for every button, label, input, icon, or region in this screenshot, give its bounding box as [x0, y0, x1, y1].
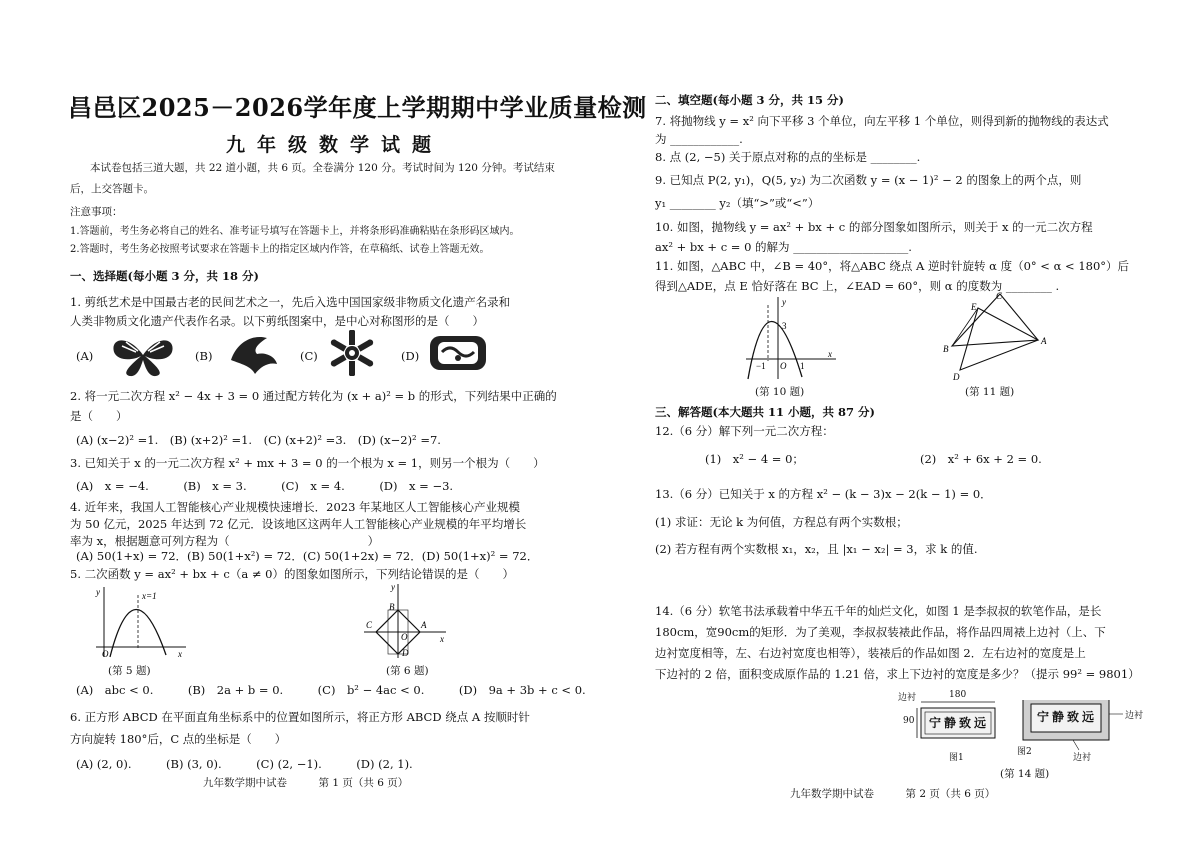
q14-line-3: 边衬宽度相等，左、右边衬宽度也相等），装裱后的作品如图 2．左右边衬的宽度是上 [655, 646, 1086, 660]
figure-14 [903, 690, 1153, 770]
q3-line-1: 3. 已知关于 x 的一元二次方程 x² + mx + 3 = 0 的一个根为 x = 1，则另一个根为（ ） [70, 456, 545, 470]
q1-option-b-label: (B) [195, 349, 213, 363]
q11-line-2: 得到△ADE，点 E 恰好落在 BC 上，∠EAD = 60°，则 α 的度数为 ________ . [655, 279, 1060, 293]
figure-5-caption: (第 5 题) [108, 665, 151, 677]
q13-line-1: 13.（6 分）已知关于 x 的方程 x² − (k − 3)x − 2(k − 1) = 0． [655, 487, 992, 501]
svg-text:1: 1 [800, 361, 805, 371]
q5-line-1: 5. 二次函数 y = ax² + bx + c（a ≠ 0）的图象如图所示，下列结论错误的是（ ） [70, 567, 514, 581]
q9-line-1: 9. 已知点 P(2, y₁)，Q(5, y₂) 为二次函数 y = (x − 1)² − 2 的图象上的两个点，则 [655, 173, 1082, 187]
notice-title: 注意事项： [70, 206, 123, 218]
papercut-pattern-image [428, 332, 488, 374]
svg-text:B: B [943, 344, 949, 354]
q1-line-2: 人类非物质文化遗产代表作名录。以下剪纸图案中，是中心对称图形的是（ ） [70, 314, 484, 328]
figure-6-square [358, 580, 448, 660]
fig14-border-label-right: 边衬 [1125, 711, 1144, 721]
q2-line-1: 2. 将一元二次方程 x² − 4x + 3 = 0 通过配方转化为 (x + a)² = b 的形式，下列结果中正确的 [70, 389, 557, 403]
exam-title: 昌邑区2025－2026学年度上学期期中学业质量检测 [68, 93, 647, 122]
figure-5-parabola [88, 585, 188, 660]
notice-1: 1.答题前，考生务必将自己的姓名、准考证号填写在答题卡上，并将条形码准确粘贴在条形码区域内。 [70, 226, 520, 237]
svg-text:x: x [440, 634, 444, 644]
q1-option-c-label: (C) [300, 349, 318, 363]
svg-text:D: D [953, 372, 960, 382]
svg-text:O: O [102, 649, 109, 659]
svg-text:y: y [96, 587, 100, 597]
fig14-width: 90 [903, 716, 915, 726]
svg-text:x: x [828, 349, 832, 359]
q5-options: (A) abc < 0. (B) 2a + b = 0. (C) b² − 4ac < 0. (D) 9a + 3b + c < 0. [76, 683, 586, 697]
fig14-label-1: 图1 [949, 753, 964, 763]
svg-text:y: y [782, 297, 786, 307]
q1-option-d-label: (D) [401, 349, 420, 363]
q14-line-1: 14.（6 分）软笔书法承载着中华五千年的灿烂文化，如图 1 是李叔叔的软笔作品，是长 [655, 604, 1102, 618]
section-2-heading: 二、填空题(每小题 3 分，共 15 分) [655, 93, 844, 107]
svg-text:D: D [402, 648, 409, 658]
svg-text:O: O [401, 632, 408, 642]
page-2-footer: 九年数学期中试卷 第 2 页（共 6 页） [790, 788, 996, 800]
svg-text:C: C [366, 620, 373, 630]
q4-line-1: 4. 近年来，我国人工智能核心产业规模快速增长．2023 年某地区人工智能核心产业规模 [70, 500, 521, 514]
q14-line-2: 180cm，宽90cm的矩形．为了美观，李叔叔装裱此作品，将作品四周裱上边衬（上、下 [655, 625, 1106, 639]
q1-line-1: 1. 剪纸艺术是中国最古老的民间艺术之一，先后入选中国国家级非物质文化遗产名录和 [70, 295, 511, 309]
q12-part-b: (2) x² + 6x + 2 = 0. [920, 452, 1042, 466]
q4-line-2: 为 50 亿元，2025 年达到 72 亿元．设该地区这两年人工智能核心产业规模的年平均增长 [70, 517, 527, 531]
intro-line-1: 本试卷包括三道大题，共 22 道小题，共 6 页。全卷满分 120 分。考试时间为 120 分钟。考试结束 [90, 162, 555, 174]
q1-option-a-label: (A) [76, 349, 94, 363]
svg-text:x=1: x=1 [142, 591, 157, 601]
q11-line-1: 11. 如图，△ABC 中，∠B = 40°，将△ABC 绕点 A 逆时针旋转 α 度（0° < α < 180°）后 [655, 259, 1130, 273]
svg-text:−1: −1 [756, 361, 766, 371]
notice-2: 2.答题时，考生务必按照考试要求在答题卡上的指定区域内作答，在草稿纸、试卷上答题无效。 [70, 244, 490, 255]
q12-part-a: (1) x² − 4 = 0； [705, 452, 804, 466]
q10-line-2: ax² + bx + c = 0 的解为 ____________________. [655, 240, 912, 254]
q2-line-2: 是（ ） [70, 409, 128, 423]
fig14-calligraphy-2: 宁静致远 [1037, 710, 1098, 724]
figure-11-triangles [940, 290, 1060, 382]
q7-line-2: 为 ____________. [655, 132, 743, 146]
figure-6-caption: (第 6 题) [386, 665, 429, 677]
fig14-length: 180 [949, 690, 967, 700]
q3-options: (A) x = −4. (B) x = 3. (C) x = 4. (D) x = −3. [76, 479, 454, 493]
q14-line-4: 下边衬的 2 倍，面积变成原作品的 1.21 倍，求上下边衬的宽度是多少？（提示 99² = 9801） [655, 667, 1140, 681]
papercut-butterfly-image [108, 332, 178, 378]
q10-line-1: 10. 如图，抛物线 y = ax² + bx + c 的部分图象如图所示，则关于 x 的一元二次方程 [655, 220, 1093, 234]
q13-part-b: (2) 若方程有两个实数根 x₁，x₂，且 |x₁ − x₂| = 3，求 k 的值. [655, 542, 978, 556]
svg-text:A: A [421, 620, 427, 630]
svg-text:O: O [780, 361, 787, 371]
figure-10-caption: (第 10 题) [755, 386, 805, 398]
q13-part-a: (1) 求证：无论 k 为何值，方程总有两个实数根； [655, 515, 908, 529]
intro-line-2: 后，上交答题卡。 [70, 183, 154, 195]
figure-10-parabola [740, 295, 840, 383]
papercut-bird-image [223, 330, 281, 378]
figure-11-caption: (第 11 题) [965, 386, 1015, 398]
papercut-snowflake-image [326, 330, 378, 376]
section-1-heading: 一、选择题(每小题 3 分，共 18 分) [70, 269, 259, 283]
svg-text:3: 3 [782, 321, 787, 331]
q4-line-3: 率为 x，根据题意可列方程为（ ） [70, 534, 380, 548]
fig14-calligraphy-1: 宁静致远 [929, 716, 990, 730]
q4-options: (A) 50(1+x) = 72．(B) 50(1+x²) = 72．(C) 50(1+2x) = 72．(D) 50(1+x)² = 72． [76, 549, 539, 563]
q8-line-1: 8. 点 (2, −5) 关于原点对称的点的坐标是 ________. [655, 150, 921, 164]
svg-text:C: C [996, 291, 1003, 301]
q7-line-1: 7. 将抛物线 y = x² 向下平移 3 个单位，向左平移 1 个单位，则得到新的抛物线的表达式 [655, 114, 1109, 128]
q6-options: (A) (2, 0). (B) (3, 0). (C) (2, −1). (D) (2, 1). [76, 757, 413, 771]
svg-text:A: A [1041, 336, 1047, 346]
page-1-footer: 九年数学期中试卷 第 1 页（共 6 页） [203, 777, 409, 789]
q2-options: (A) (x−2)² =1. (B) (x+2)² =1. (C) (x+2)² =3. (D) (x−2)² =7. [76, 433, 441, 447]
svg-text:x: x [178, 649, 182, 659]
q6-line-1: 6. 正方形 ABCD 在平面直角坐标系中的位置如图所示，将正方形 ABCD 绕点 A 按顺时针 [70, 710, 530, 724]
q12-line-1: 12.（6 分）解下列一元二次方程： [655, 424, 834, 438]
q9-line-2: y₁ ________ y₂（填“>”或“<”） [655, 196, 820, 210]
fig14-border-label-top: 边衬 [898, 693, 917, 703]
page-1 [68, 0, 647, 849]
fig14-border-label-bottom: 边衬 [1073, 753, 1092, 763]
figure-14-caption: (第 14 题) [1000, 768, 1050, 780]
svg-text:B: B [389, 602, 395, 612]
fig14-label-2: 图2 [1017, 747, 1032, 757]
section-3-heading: 三、解答题(本大题共 11 小题，共 87 分) [655, 405, 875, 419]
page-2 [655, 0, 1145, 849]
svg-text:E: E [971, 302, 977, 312]
svg-text:y: y [391, 582, 395, 592]
q6-line-2: 方向旋转 180°后，C 点的坐标是（ ） [70, 732, 287, 746]
exam-subtitle: 九年级数学试题 [226, 134, 444, 156]
